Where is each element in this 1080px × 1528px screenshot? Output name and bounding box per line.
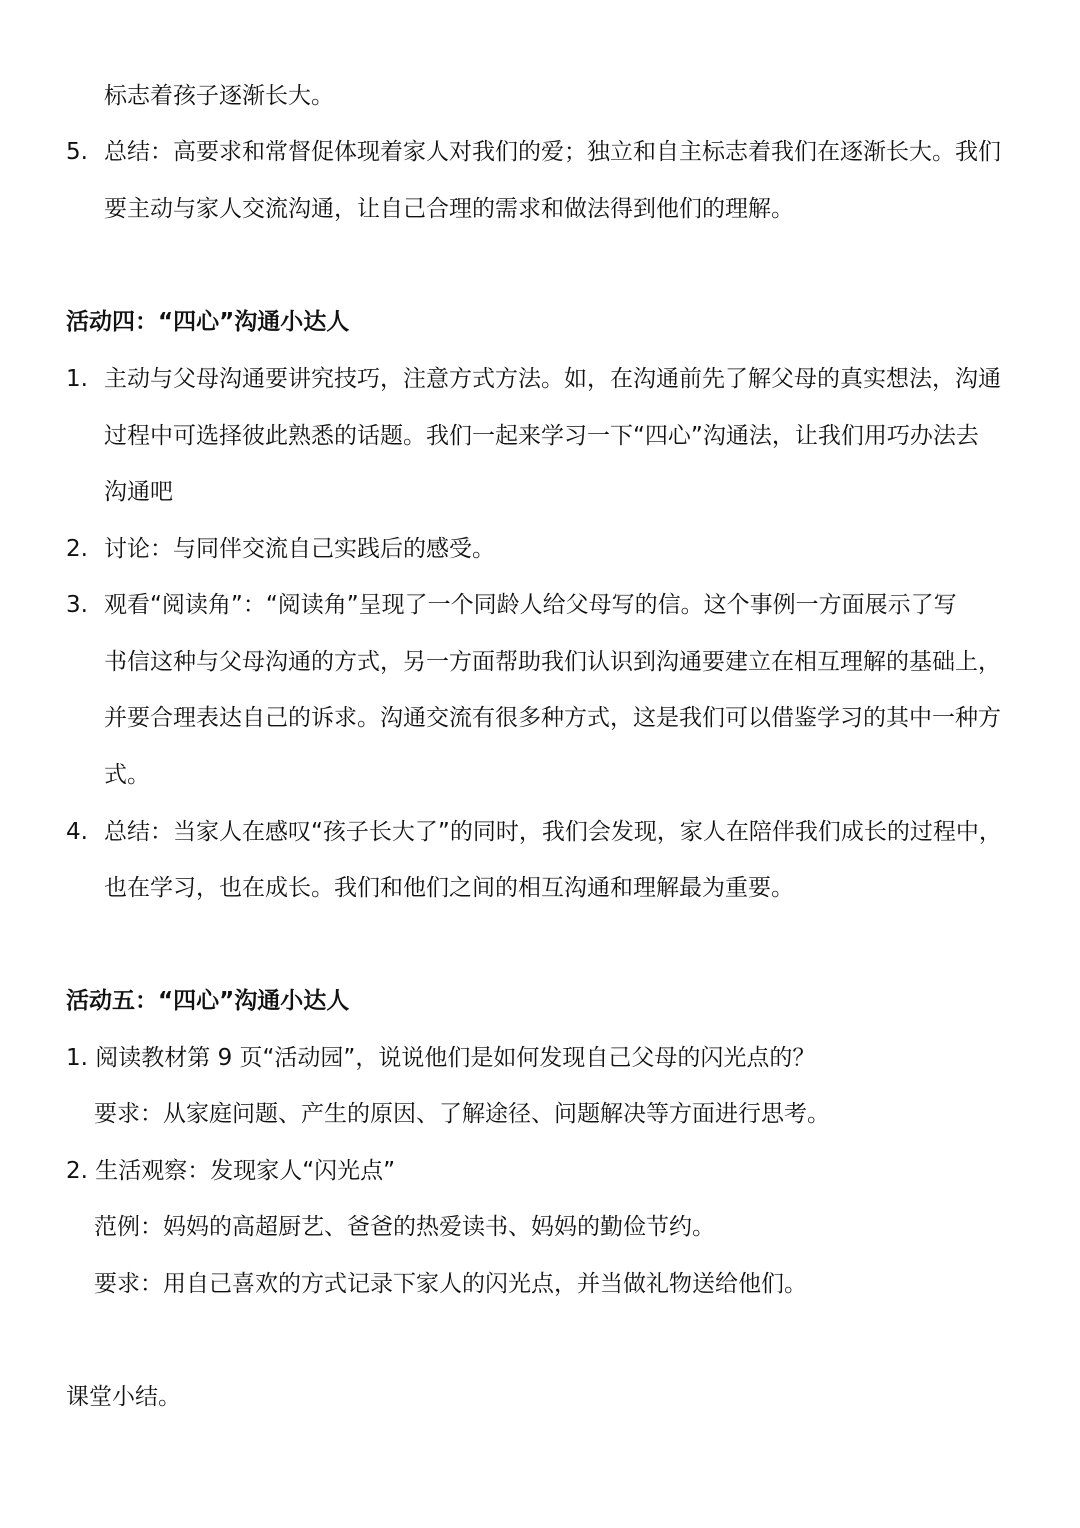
- list-item: 2. 生活观察：发现家人“闪光点”: [66, 1158, 396, 1184]
- paragraph-line: 并要合理表达自己的诉求。沟通交流有很多种方式，这是我们可以借鉴学习的其中一种方: [104, 705, 1001, 731]
- list-number: 1.: [66, 366, 88, 392]
- paragraph-line: 主动与父母沟通要讲究技巧，注意方式方法。如，在沟通前先了解父母的真实想法，沟通: [104, 366, 1001, 392]
- paragraph-line: 观看“阅读角”：“阅读角”呈现了一个同龄人给父母写的信。这个事例一方面展示了写: [104, 592, 957, 618]
- paragraph-line: 沟通吧: [104, 479, 173, 505]
- requirement-line: 要求：用自己喜欢的方式记录下家人的闪光点，并当做礼物送给他们。: [94, 1271, 807, 1297]
- list-item: 1. 阅读教材第 9 页“活动园”，说说他们是如何发现自己父母的闪光点的？: [66, 1045, 816, 1071]
- list-number: 4.: [66, 819, 88, 845]
- paragraph-line: 讨论：与同伴交流自己实践后的感受。: [104, 536, 495, 562]
- paragraph-line: 要主动与家人交流沟通，让自己合理的需求和做法得到他们的理解。: [104, 196, 794, 222]
- paragraph-line: 总结：当家人在感叹“孩子长大了”的同时，我们会发现，家人在陪伴我们成长的过程中，: [104, 819, 1002, 845]
- example-line: 范例：妈妈的高超厨艺、爸爸的热爱读书、妈妈的勤俭节约。: [94, 1214, 715, 1240]
- class-summary: 课堂小结。: [66, 1384, 181, 1410]
- paragraph-line: 书信这种与父母沟通的方式，另一方面帮助我们认识到沟通要建立在相互理解的基础上，: [104, 649, 1001, 675]
- paragraph-line: 过程中可选择彼此熟悉的话题。我们一起来学习一下“四心”沟通法，让我们用巧办法去: [104, 423, 979, 449]
- paragraph-line: 也在学习，也在成长。我们和他们之间的相互沟通和理解最为重要。: [104, 875, 794, 901]
- requirement-line: 要求：从家庭问题、产生的原因、了解途径、问题解决等方面进行思考。: [94, 1101, 830, 1127]
- section-heading: 活动五：“四心”沟通小达人: [66, 988, 350, 1014]
- list-number: 5.: [66, 139, 88, 165]
- paragraph-line: 标志着孩子逐渐长大。: [104, 83, 334, 109]
- paragraph-line: 式。: [104, 762, 150, 788]
- paragraph-line: 总结：高要求和常督促体现着家人对我们的爱；独立和自主标志着我们在逐渐长大。我们: [104, 139, 1001, 165]
- list-number: 3.: [66, 592, 88, 618]
- list-number: 2.: [66, 536, 88, 562]
- section-heading: 活动四：“四心”沟通小达人: [66, 309, 350, 335]
